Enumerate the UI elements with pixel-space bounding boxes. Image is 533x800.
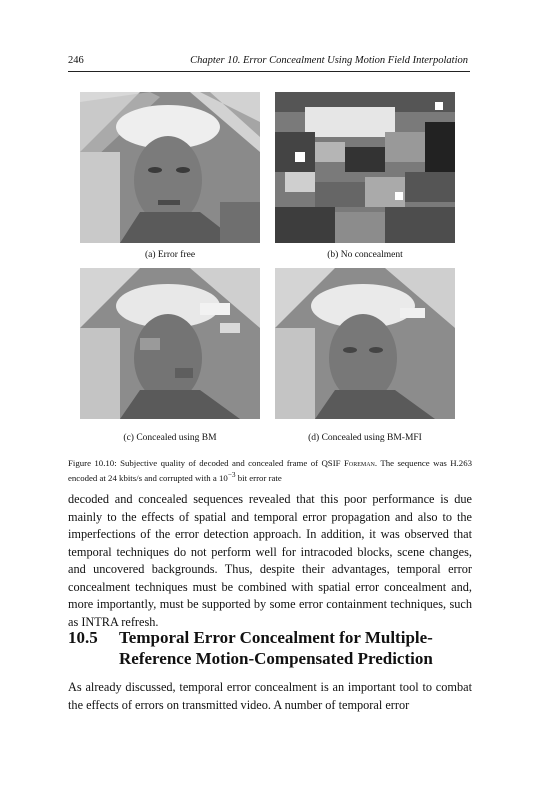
figure-c-image [80,268,260,419]
body-paragraph-1: decoded and concealed sequences revealed that this poor performance is due mainly to the effects of spatial and temporal error propagation and also to the imperfections of the error detection approach. In addition, it was observed that temporal techniques do not perform well for intracoded blocks, scene changes, and uncovered backgrounds. Thus, despite their advantages, temporal error concealment techniques must be combined with spatial error concealment and, more importantly, must be supported by some error containment techniques, such as INTRA refresh. [68,492,472,629]
running-header [68,54,468,68]
figure-a-image [80,92,260,243]
figure-d-caption: (d) Concealed using BM-MFI [308,433,422,443]
header-rule [68,71,470,72]
figure-a-caption: (a) Error free [144,250,196,260]
figure-caption-suffix: bit error rate [235,472,282,483]
sequence-name: Foreman [343,458,375,468]
page-number: 246 [68,55,84,66]
running-title: Chapter 10. Error Concealment Using Motion Field Interpolation [190,55,468,66]
section-title: Temporal Error Concealment for Multiple-Reference Motion-Compensated Prediction [119,628,433,668]
body-paragraph-2: As already discussed, temporal error concealment is an important tool to combat the effects of errors on transmitted video. A number of temporal error [68,680,472,712]
figure-caption-prefix: Figure 10.10: Subjective quality of decoded and concealed frame of QSIF [68,458,344,468]
exponent: −3 [227,470,236,479]
figure-b-image [275,92,455,243]
figure-caption-middle: . The sequence was H.263 encoded at 24 kbits/s and corrupted with a 10 [68,458,472,483]
figure-c-caption: (c) Concealed using BM [123,433,217,443]
section-number: 10.5 [68,628,98,647]
figure-d-image [275,268,455,419]
figure-caption [68,457,472,484]
figure-b-caption: (b) No concealment [327,250,403,260]
